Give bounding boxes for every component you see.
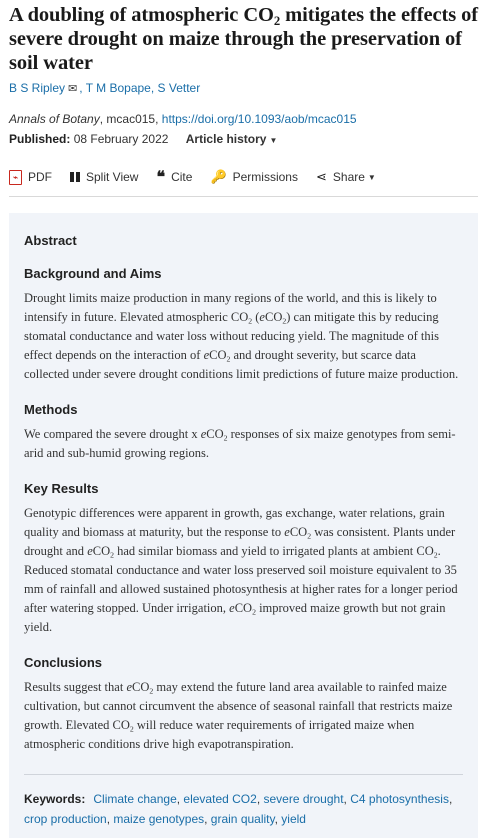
author-link[interactable]: S Vetter: [157, 81, 201, 95]
quote-icon: ❝: [156, 169, 166, 186]
section-heading: Key Results: [24, 481, 99, 496]
section-heading: Methods: [24, 402, 78, 417]
conclusions-text: Results suggest that eCO$_2$ may extend the future land area available to rainfed maize cultivation, but cannot circumvent the absence of seasonal rainfall that restricts maize growth. Elevated $CO_2$ will reduce water requirements of irrigated maize when atmospheric conditions drive high evapotranspiration.: [24, 680, 453, 751]
article-toolbar: [9, 167, 478, 197]
keyword-link[interactable]: Climate change: [93, 792, 177, 806]
caret-down-icon: ▼: [367, 172, 376, 182]
keyword-link[interactable]: elevated CO2: [183, 792, 257, 806]
abstract-panel: [9, 213, 478, 838]
share-button[interactable]: ⋖ Share ▼: [315, 169, 376, 184]
author-link[interactable]: T M Bopape: [85, 81, 151, 95]
keyword-link[interactable]: C4 photosynthesis: [350, 792, 449, 806]
keywords-block: Keywords: Climate change, elevated CO2, severe drought, C4 photosynthesis, crop production, maize genotypes, grain quality, yield: [24, 792, 453, 826]
keyword-link[interactable]: maize genotypes: [113, 812, 205, 826]
divider: [24, 774, 463, 775]
keyword-link[interactable]: crop production: [24, 812, 107, 826]
keywords-label: Keywords:: [24, 792, 86, 806]
caret-down-icon: ▼: [269, 136, 278, 145]
pdf-icon: ⌁: [9, 170, 22, 185]
article-history-toggle[interactable]: Article history ▼: [185, 132, 278, 146]
keyword-link[interactable]: severe drought: [263, 792, 344, 806]
section-heading: Background and Aims: [24, 266, 162, 281]
doi-link[interactable]: https://doi.org/10.1093/aob/mcac015: [161, 112, 357, 126]
permissions-button[interactable]: 🔑 Permissions: [210, 169, 298, 184]
key-icon: 🔑: [210, 169, 227, 184]
split-view-button[interactable]: Split View: [70, 170, 138, 184]
methods-text: We compared the severe drought x eCO$_2$ responses of six maize genotypes from semi-arid and sub-humid growing regions.: [24, 427, 456, 460]
article-page: [0, 3, 487, 838]
article-id: , mcac015,: [99, 112, 162, 126]
author-list: B S Ripley ✉ , T M Bopape, S Vetter: [9, 81, 201, 95]
abstract-heading: Abstract: [24, 233, 77, 248]
citation-info: [9, 109, 478, 151]
share-icon: ⋖: [315, 169, 327, 184]
cite-button[interactable]: ❝ Cite: [156, 169, 193, 186]
journal-name: Annals of Botany: [9, 112, 100, 126]
background-text: Drought limits maize production in many regions of the world, and this is likely to intensify in future. Elevated atmospheric $CO_2$ (eCO$_2$) can mitigate this by reducing stomatal conductance and water loss without reducing yield. The magnitude of this effect depends on the interaction of eCO$_2$ and drought severity, but scarce data collected under severe drought conditions limit predictions of future maize production.: [24, 291, 459, 381]
article-title: A doubling of atmospheric $CO_2$ mitigates the effects of severe drought on maize through the preservation of soil water: [9, 4, 478, 74]
section-heading: Conclusions: [24, 655, 103, 670]
keyword-link[interactable]: grain quality: [210, 812, 275, 826]
mail-icon[interactable]: ✉: [68, 83, 78, 95]
published-date: 08 February 2022: [73, 132, 169, 146]
published-label: Published:: [9, 132, 71, 146]
pdf-button[interactable]: ⌁ PDF: [9, 170, 52, 185]
split-view-icon: [70, 172, 80, 182]
author-link[interactable]: B S Ripley: [9, 81, 66, 95]
keyword-link[interactable]: yield: [281, 812, 306, 826]
results-text: Genotypic differences were apparent in growth, gas exchange, water relations, grain quality and biomass at maturity, but the response to eCO$_2$ was consistent. Plants under drought and eCO$_2$ had similar biomass and yield to irrigated plants at ambient $CO_2$. Reduced stomatal conductance and water loss preserved soil moisture equivalent to 35 mm of rainfall and allowed sustained photosynthesis at higher rates for a longer period after watering stopped. Under irrigation, eCO$_2$ improved maize growth but not grain yield.: [24, 506, 458, 634]
